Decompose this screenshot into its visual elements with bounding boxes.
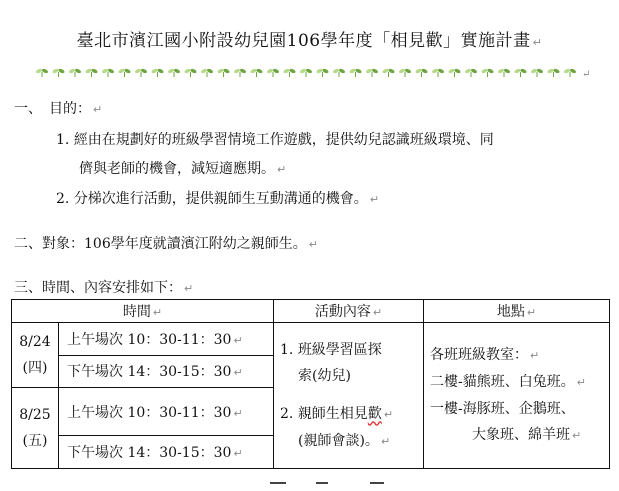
schedule-table xyxy=(11,299,610,469)
activity-content-cell xyxy=(274,323,424,469)
schedule-heading-text: 三、時間、內容安排如下： xyxy=(14,280,182,296)
slot-cell: 下午場次 14：30-15：30 ↵ xyxy=(59,355,274,388)
paragraph-mark-icon: ↵ xyxy=(233,366,243,380)
sprout-icon xyxy=(151,68,164,77)
purpose-item-number: 1. xyxy=(56,132,70,148)
paragraph-mark-icon: ↵ xyxy=(372,306,383,319)
header-location: 地點 ↵ xyxy=(424,300,610,323)
sprout-icon xyxy=(481,68,494,77)
sprout-icon xyxy=(398,68,411,77)
sprout-icon xyxy=(415,68,428,77)
paragraph-mark-icon: ↵ xyxy=(380,434,391,448)
location-line: 各班班級教室： ↵ xyxy=(430,347,540,363)
sprout-icon xyxy=(68,68,81,77)
paragraph-mark-icon: ↵ xyxy=(233,406,243,420)
sprout-divider xyxy=(36,64,591,82)
sprout-icon xyxy=(200,68,213,77)
paragraph-mark-icon: ↵ xyxy=(572,429,582,442)
purpose-item-number: 2. xyxy=(56,191,70,207)
sprout-icon xyxy=(52,68,65,77)
purpose-heading xyxy=(14,98,102,118)
paragraph-mark-icon: ↵ xyxy=(530,349,540,362)
paragraph-mark-icon: ↵ xyxy=(532,36,543,49)
sprout-icon xyxy=(431,68,444,77)
target-line xyxy=(14,233,318,253)
paragraph-mark-icon: ↵ xyxy=(582,69,591,80)
paragraph-mark-icon: ↵ xyxy=(383,407,394,421)
activity-item-1: 1. 班級學習區探 xyxy=(280,341,382,358)
paragraph-mark-icon: ↵ xyxy=(184,282,194,295)
slot-cell: 上午場次 10：30-11：30 ↵ xyxy=(59,388,274,436)
paragraph-mark-icon: ↵ xyxy=(576,376,586,389)
sprout-icon xyxy=(530,68,543,77)
paragraph-mark-icon: ↵ xyxy=(233,333,243,347)
table-row xyxy=(12,323,610,356)
location-line: 一樓-海豚班、企鵝班、 xyxy=(430,401,575,417)
sprout-icon xyxy=(35,68,48,77)
title-text: 臺北市濱江國小附設幼兒園106學年度「相見歡」實施計畫 xyxy=(76,31,531,51)
slot-cell: 下午場次 14：30-15：30 ↵ xyxy=(59,436,274,469)
sprout-icon xyxy=(283,68,296,77)
schedule-heading xyxy=(14,277,193,297)
location-cell xyxy=(424,323,610,469)
slot-cell: 上午場次 10：30-11：30 ↵ xyxy=(59,323,274,356)
spellcheck-marked-text: 歡 xyxy=(367,405,382,422)
paragraph-mark-icon: ↵ xyxy=(233,447,243,461)
sprout-icon xyxy=(464,68,477,77)
sprout-icon xyxy=(250,68,263,77)
sprout-icon xyxy=(563,68,576,77)
sprout-icon xyxy=(299,68,312,77)
sprout-icon xyxy=(134,68,147,77)
location-line: 大象班、綿羊班 ↵ xyxy=(472,427,582,443)
date-cell-0824 xyxy=(12,323,59,388)
sprout-icon xyxy=(217,68,230,77)
sprout-icon xyxy=(184,68,197,77)
sprout-icon xyxy=(448,68,461,77)
table-header-row xyxy=(12,300,610,323)
sprout-icon xyxy=(118,68,131,77)
purpose-item-2 xyxy=(56,188,379,208)
date-text: 8/24 xyxy=(19,334,51,350)
date-cell-0825 xyxy=(12,388,59,469)
purpose-item-1 xyxy=(56,129,494,149)
activity-item-1-continuation: 索(幼兒) xyxy=(298,367,351,384)
sprout-icon xyxy=(365,68,378,77)
weekday-text: (五) xyxy=(22,433,48,449)
header-time: 時間 ↵ xyxy=(12,300,274,323)
date-text: 8/25 xyxy=(19,407,51,423)
paragraph-mark-icon: ↵ xyxy=(369,193,380,206)
purpose-item-text: 經由在規劃好的班級學習情境工作遊戲，提供幼兒認識班級環境、同 xyxy=(73,132,494,148)
purpose-item-text: 儕與老師的機會，減短適應期。 xyxy=(79,161,275,177)
cropped-text-fragment xyxy=(270,482,390,484)
target-text: 二、對象：106學年度就讀濱江附幼之親師生。 xyxy=(14,236,307,252)
sprout-icon xyxy=(349,68,362,77)
header-activity: 活動內容 ↵ xyxy=(274,300,424,323)
sprout-icon xyxy=(266,68,279,77)
sprout-icon xyxy=(382,68,395,77)
activity-item-2: 2. 親師生相見歡 ↵ xyxy=(280,405,394,422)
sprout-icon xyxy=(85,68,98,77)
paragraph-mark-icon: ↵ xyxy=(152,306,163,319)
sprout-icon xyxy=(316,68,329,77)
sprout-icon xyxy=(101,68,114,77)
purpose-heading-text: 一、 目的： xyxy=(14,101,91,117)
sprout-icon xyxy=(547,68,560,77)
paragraph-mark-icon: ↵ xyxy=(93,103,103,116)
document-title xyxy=(0,26,619,51)
purpose-item-text: 分梯次進行活動，提供親師生互動溝通的機會。 xyxy=(73,191,368,207)
sprout-icon xyxy=(332,68,345,77)
paragraph-mark-icon: ↵ xyxy=(308,238,318,251)
location-line: 二樓-貓熊班、白兔班。 ↵ xyxy=(430,374,586,390)
paragraph-mark-icon: ↵ xyxy=(277,163,287,176)
sprout-icon xyxy=(233,68,246,77)
activity-item-2-continuation: (親師會談)。 ↵ xyxy=(298,432,391,449)
sprout-icon xyxy=(514,68,527,77)
sprout-icon xyxy=(167,68,180,77)
purpose-item-1-continuation xyxy=(79,158,286,178)
sprout-icon xyxy=(497,68,510,77)
weekday-text: (四) xyxy=(22,360,48,376)
paragraph-mark-icon: ↵ xyxy=(526,306,537,319)
